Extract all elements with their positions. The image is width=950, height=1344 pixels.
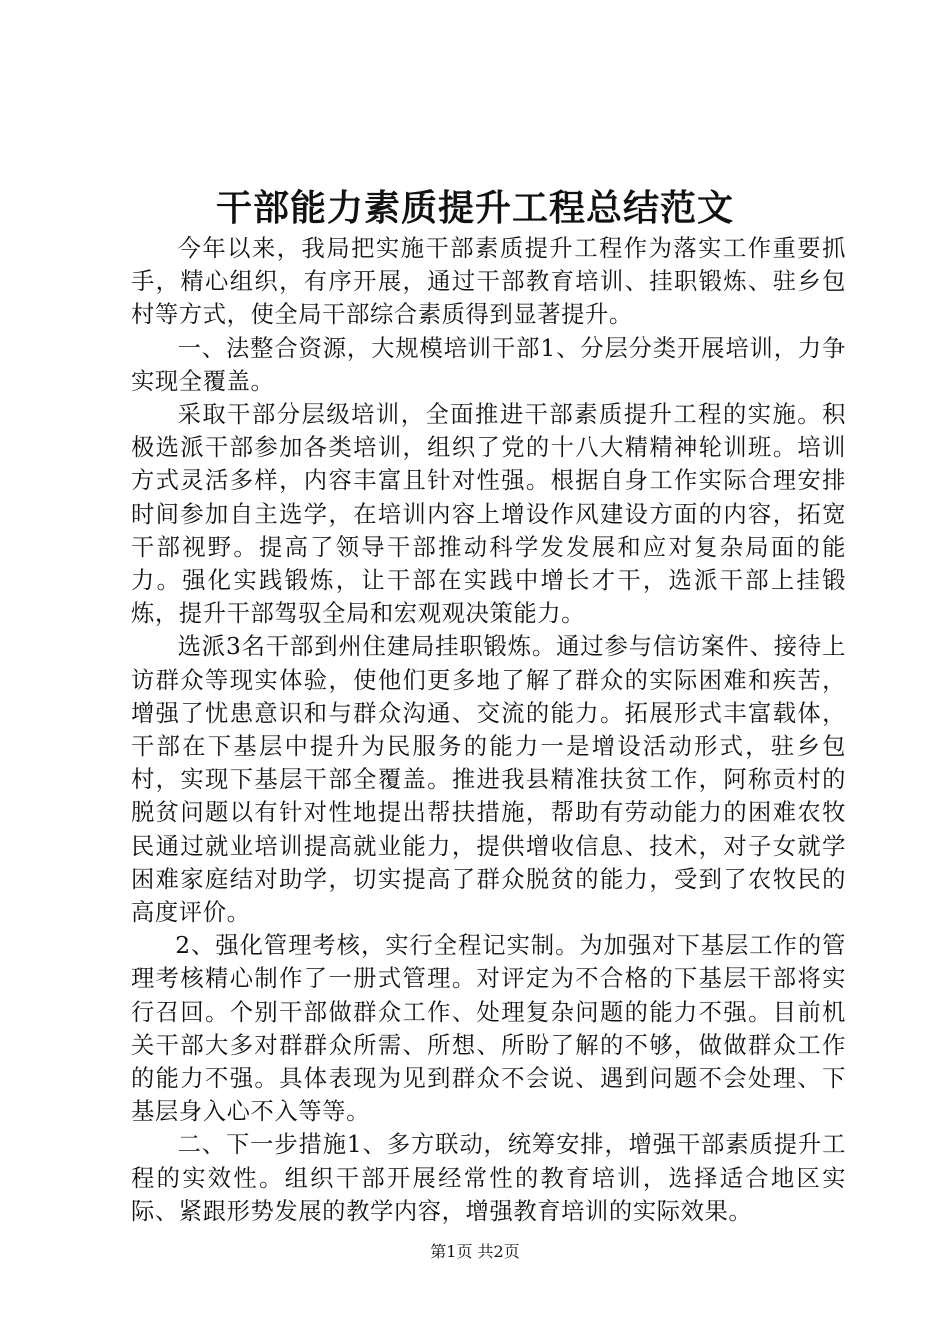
paragraph-secondment: 选派3名干部到州住建局挂职锻炼。通过参与信访案件、接待上访群众等现实体验，使他们更多地了解了群众的实际困难和疾苦，增强了忧患意识和与群众沟通、交流的能力。拓展形式丰富载体，干部在下基层中提升为民服务的能力一是增设活动形式，驻乡包村，实现下基层干部全覆盖。推进我县精准扶贫工作，阿称贡村的脱贫问题以有针对性地提出帮扶措施，帮助有劳动能力的困难农牧民通过就业培训提高就业能力，提供增收信息、技术，对子女就学困难家庭结对助学，切实提高了群众脱贫的能力，受到了农牧民的高度评价。	[131, 633, 846, 927]
page-number-footer: 第1页 共2页	[430, 1242, 520, 1261]
document-title: 干部能力素质提升工程总结范文	[215, 187, 734, 229]
paragraph-section-one-heading: 一、法整合资源，大规模培训干部1、分层分类开展培训，力争实现全覆盖。	[131, 334, 846, 395]
paragraph-training: 采取干部分层级培训，全面推进干部素质提升工程的实施。积极选派干部参加各类培训，组织了党的十八大精精神轮训班。培训方式灵活多样，内容丰富且针对性强。根据自身工作实际合理安排时间参加自主选学，在培训内容上增设作风建设方面的内容，拓宽干部视野。提高了领导干部推动科学发发展和应对复杂局面的能力。强化实践锻炼，让干部在实践中增长才干，选派干部上挂锻炼，提升干部驾驭全局和宏观观决策能力。	[131, 401, 846, 628]
paragraph-next-steps: 二、下一步措施1、多方联动，统筹安排，增强干部素质提升工程的实效性。组织干部开展经常性的教育培训，选择适合地区实际、紧跟形势发展的教学内容，增强教育培训的实际效果。	[131, 1131, 846, 1225]
document-body	[131, 232, 846, 1228]
paragraph-intro: 今年以来，我局把实施干部素质提升工程作为落实工作重要抓手，精心组织，有序开展，通过干部教育培训、挂职锻炼、驻乡包村等方式，使全局干部综合素质得到显著提升。	[131, 235, 846, 329]
paragraph-management: 2、强化管理考核，实行全程记实制。为加强对下基层工作的管理考核精心制作了一册式管理。对评定为不合格的下基层干部将实行召回。个别干部做群众工作、处理复杂问题的能力不强。目前机关干部大多对群群众所需、所想、所盼了解的不够，做做群众工作的能力不强。具体表现为见到群众不会说、遇到问题不会处理、下基层身入心不入等等。	[131, 932, 846, 1126]
